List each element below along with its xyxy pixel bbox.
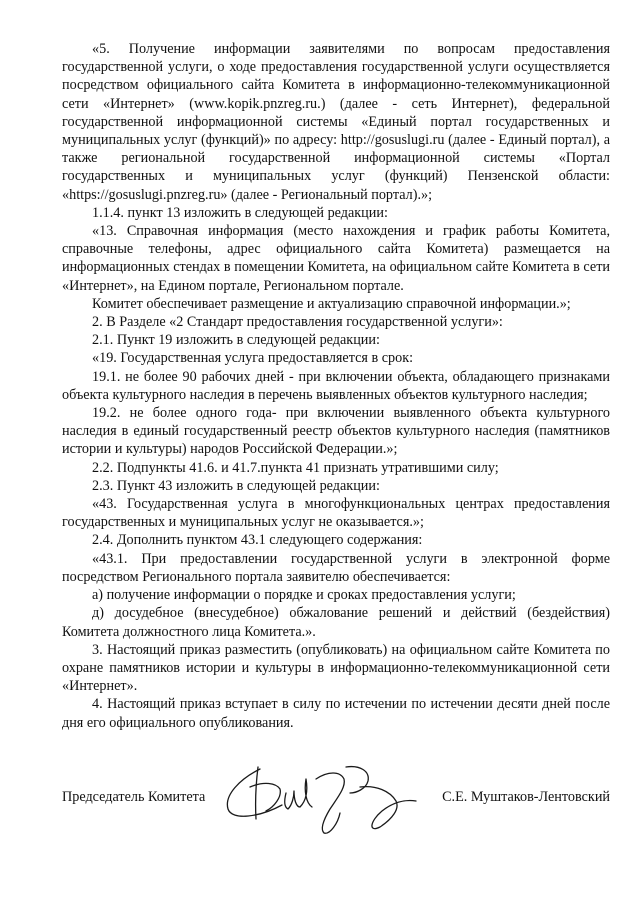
paragraph-item-a: а) получение информации о порядке и сроках предоставления услуги; <box>92 587 516 604</box>
signer-name: С.Е. Муштаков-Лентовский <box>442 789 610 805</box>
paragraph-item-13: «13. Справочная информация (место нахождения и график работы Комитета, справочные телефоны, адрес официального сайта Комитета) размещается на информационных стендах в помещении Комитета, на официальном сайте Комитета в сети «Интернет», на Едином портале, Региональном портале. <box>62 223 610 294</box>
paragraph-item-5: «5. Получение информации заявителями по вопросам предоставления государственной услуги, о ходе предоставления государственной услуги осуществляется посредством официального сайта Комитета в информационно-телекоммуникационной сети «Интернет» (www.kopik.pnzreg.ru.) (далее - сеть Интернет), федеральной государственной информационной системы «Единый портал государственных и муниципальных услуг (функций)» по адресу: http://gosuslugi.ru (далее - Единый портал), а также региональной государственной информационной системы «Портал государственных и муниципальных услуг (функций) Пензенской области: «https://gosuslugi.pnzreg.ru» (далее - Региональный портал).»; <box>62 41 610 203</box>
paragraph-order-4: 4. Настоящий приказ вступает в силу по истечении по истечении десяти дней после дня его официального опубликования. <box>62 696 610 731</box>
paragraph-amend-2-1: 2.1. Пункт 19 изложить в следующей редакции: <box>92 332 380 349</box>
paragraph-amend-2-4: 2.4. Дополнить пунктом 43.1 следующего содержания: <box>92 532 423 549</box>
paragraph-item-19-1: 19.1. не более 90 рабочих дней - при включении объекта, обладающего признаками объекта культурного наследия в перечень выявленных объектов культурного наследия; <box>62 368 610 403</box>
handwritten-signature <box>220 757 430 837</box>
paragraph-section-2: 2. В Разделе «2 Стандарт предоставления государственной услуги»: <box>92 314 503 331</box>
paragraph-amend-2-2: 2.2. Подпункты 41.6. и 41.7.пункта 41 признать утратившими силу; <box>92 459 499 476</box>
signature-block <box>62 757 610 837</box>
paragraph-item-19: «19. Государственная услуга предоставляется в срок: <box>92 350 414 367</box>
paragraph-item-43: «43. Государственная услуга в многофункциональных центрах предоставления государственных и муниципальных услуг не оказывается.»; <box>62 496 610 531</box>
paragraph-amend-1-1-4: 1.1.4. пункт 13 изложить в следующей редакции: <box>92 204 388 221</box>
paragraph-item-d: д) досудебное (внесудебное) обжалование решений и действий (бездействия) Комитета должностного лица Комитета.». <box>62 605 610 640</box>
signer-title: Председатель Комитета <box>62 789 206 805</box>
paragraph-item-19-2: 19.2. не более одного года- при включении выявленного объекта культурного наследия в единый государственный реестр объектов культурного наследия (памятников истории и культуры) народов Российской Федерации.»; <box>62 405 610 458</box>
paragraph-committee-info: Комитет обеспечивает размещение и актуализацию справочной информации.»; <box>92 295 571 312</box>
paragraph-amend-2-3: 2.3. Пункт 43 изложить в следующей редакции: <box>92 477 380 494</box>
paragraph-item-43-1: «43.1. При предоставлении государственной услуги в электронной форме посредством Регионального портала заявителю обеспечивается: <box>62 550 610 585</box>
paragraph-order-3: 3. Настоящий приказ разместить (опубликовать) на официальном сайте Комитета по охране памятников истории и культуры в информационно-телекоммуникационной сети «Интернет». <box>62 641 610 695</box>
document-body <box>62 40 610 732</box>
